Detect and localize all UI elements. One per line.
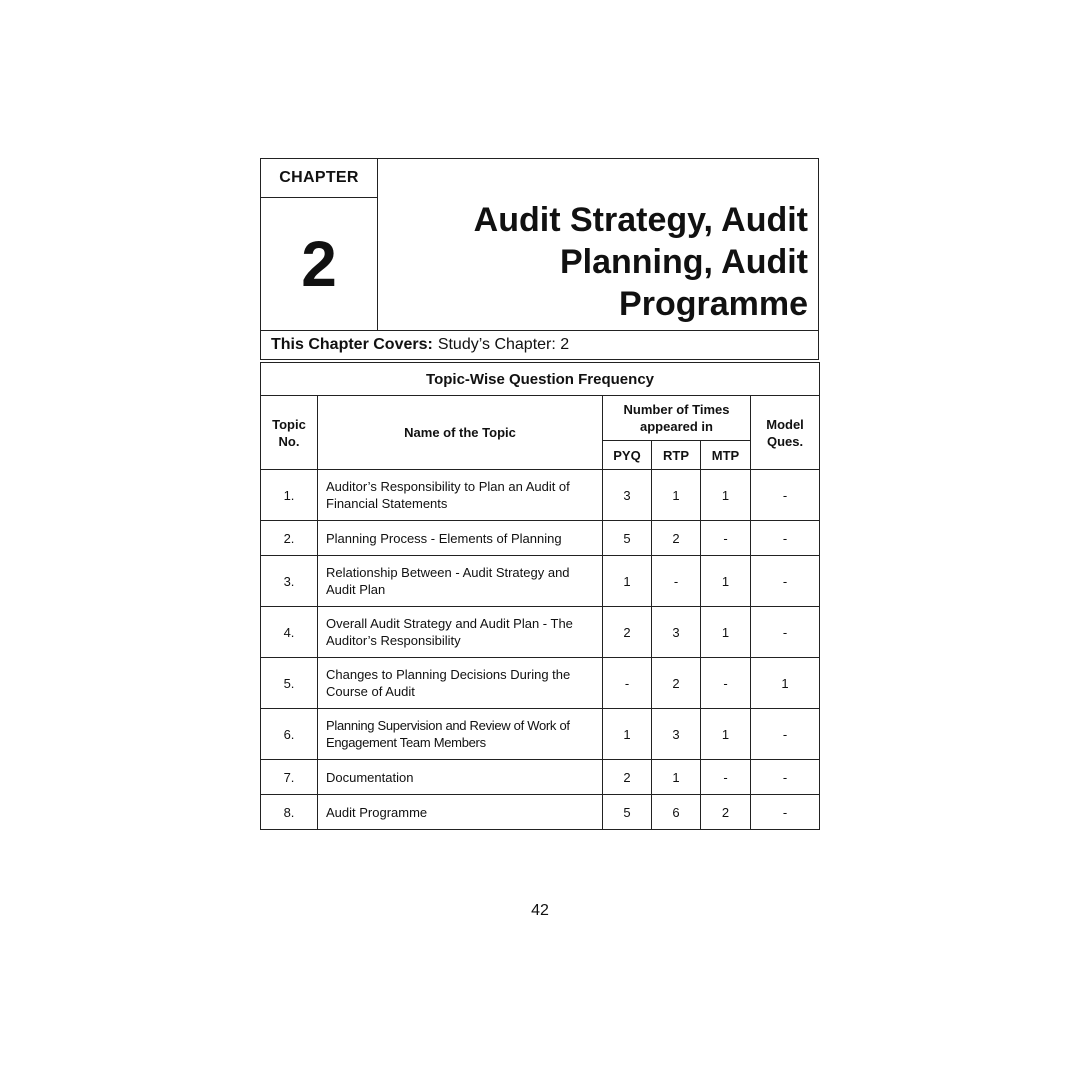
table-caption: Topic-Wise Question Frequency: [261, 363, 820, 396]
mtp-count: 1: [701, 556, 751, 607]
topic-no: 8.: [261, 795, 318, 830]
header-model-ques: Model Ques.: [751, 396, 820, 470]
table-row: [261, 521, 820, 556]
chapter-box: [261, 159, 378, 330]
topic-no: 7.: [261, 760, 318, 795]
rtp-count: 1: [652, 760, 701, 795]
table-row: [261, 556, 820, 607]
topic-no: 3.: [261, 556, 318, 607]
topic-name: Documentation: [318, 760, 603, 795]
chapter-page: [260, 158, 819, 830]
pyq-count: 1: [603, 709, 652, 760]
table-row: [261, 709, 820, 760]
pyq-count: 2: [603, 607, 652, 658]
chapter-title: [378, 159, 818, 330]
topic-no: 6.: [261, 709, 318, 760]
pyq-count: 5: [603, 521, 652, 556]
topic-no: 4.: [261, 607, 318, 658]
pyq-count: 1: [603, 556, 652, 607]
mtp-count: 1: [701, 607, 751, 658]
rtp-count: 3: [652, 607, 701, 658]
rtp-count: 6: [652, 795, 701, 830]
header-rtp: RTP: [652, 441, 701, 470]
mtp-count: -: [701, 760, 751, 795]
topic-no: 5.: [261, 658, 318, 709]
header-times-appeared: Number of Times appeared in: [603, 396, 751, 441]
question-frequency-table: [260, 362, 820, 830]
model-count: -: [751, 709, 820, 760]
topic-name: Audit Programme: [318, 795, 603, 830]
topic-name: Overall Audit Strategy and Audit Plan - The Auditor’s Responsibility: [318, 607, 603, 658]
header-topic-no: Topic No.: [261, 396, 318, 470]
table-row: [261, 658, 820, 709]
model-count: -: [751, 521, 820, 556]
mtp-count: 1: [701, 470, 751, 521]
chapter-title-line: Programme: [619, 285, 808, 323]
table-row: [261, 607, 820, 658]
chapter-covers: [260, 330, 819, 360]
table-row: [261, 760, 820, 795]
pyq-count: 2: [603, 760, 652, 795]
model-count: -: [751, 760, 820, 795]
pyq-count: 3: [603, 470, 652, 521]
model-count: -: [751, 795, 820, 830]
pyq-count: -: [603, 658, 652, 709]
table-header-row: [261, 396, 820, 441]
topic-name: Planning Process - Elements of Planning: [318, 521, 603, 556]
rtp-count: 2: [652, 658, 701, 709]
mtp-count: 1: [701, 709, 751, 760]
topic-no: 1.: [261, 470, 318, 521]
covers-label: This Chapter Covers:: [271, 336, 433, 353]
covers-value: Study’s Chapter: 2: [437, 336, 570, 353]
table-row: [261, 470, 820, 521]
topic-no: 2.: [261, 521, 318, 556]
table-caption-row: [261, 363, 820, 396]
mtp-count: -: [701, 521, 751, 556]
rtp-count: -: [652, 556, 701, 607]
model-count: 1: [751, 658, 820, 709]
topic-name: Auditor’s Responsibility to Plan an Audit of Financial Statements: [318, 470, 603, 521]
rtp-count: 2: [652, 521, 701, 556]
mtp-count: 2: [701, 795, 751, 830]
topic-name: Relationship Between - Audit Strategy and Audit Plan: [318, 556, 603, 607]
page-number: 42: [531, 902, 549, 919]
model-count: -: [751, 556, 820, 607]
table-row: [261, 795, 820, 830]
mtp-count: -: [701, 658, 751, 709]
model-count: -: [751, 470, 820, 521]
chapter-label: CHAPTER: [261, 159, 377, 198]
model-count: -: [751, 607, 820, 658]
chapter-header: [260, 158, 819, 330]
chapter-number: 2: [301, 228, 337, 300]
rtp-count: 3: [652, 709, 701, 760]
pyq-count: 5: [603, 795, 652, 830]
topic-name: Changes to Planning Decisions During the Course of Audit: [318, 658, 603, 709]
chapter-title-line: Audit Strategy, Audit: [473, 201, 808, 239]
header-topic-name: Name of the Topic: [318, 396, 603, 470]
rtp-count: 1: [652, 470, 701, 521]
chapter-title-line: Planning, Audit: [559, 243, 808, 281]
header-mtp: MTP: [701, 441, 751, 470]
topic-name: Planning Supervision and Review of Work of Engagement Team Members: [318, 709, 603, 760]
header-pyq: PYQ: [603, 441, 652, 470]
